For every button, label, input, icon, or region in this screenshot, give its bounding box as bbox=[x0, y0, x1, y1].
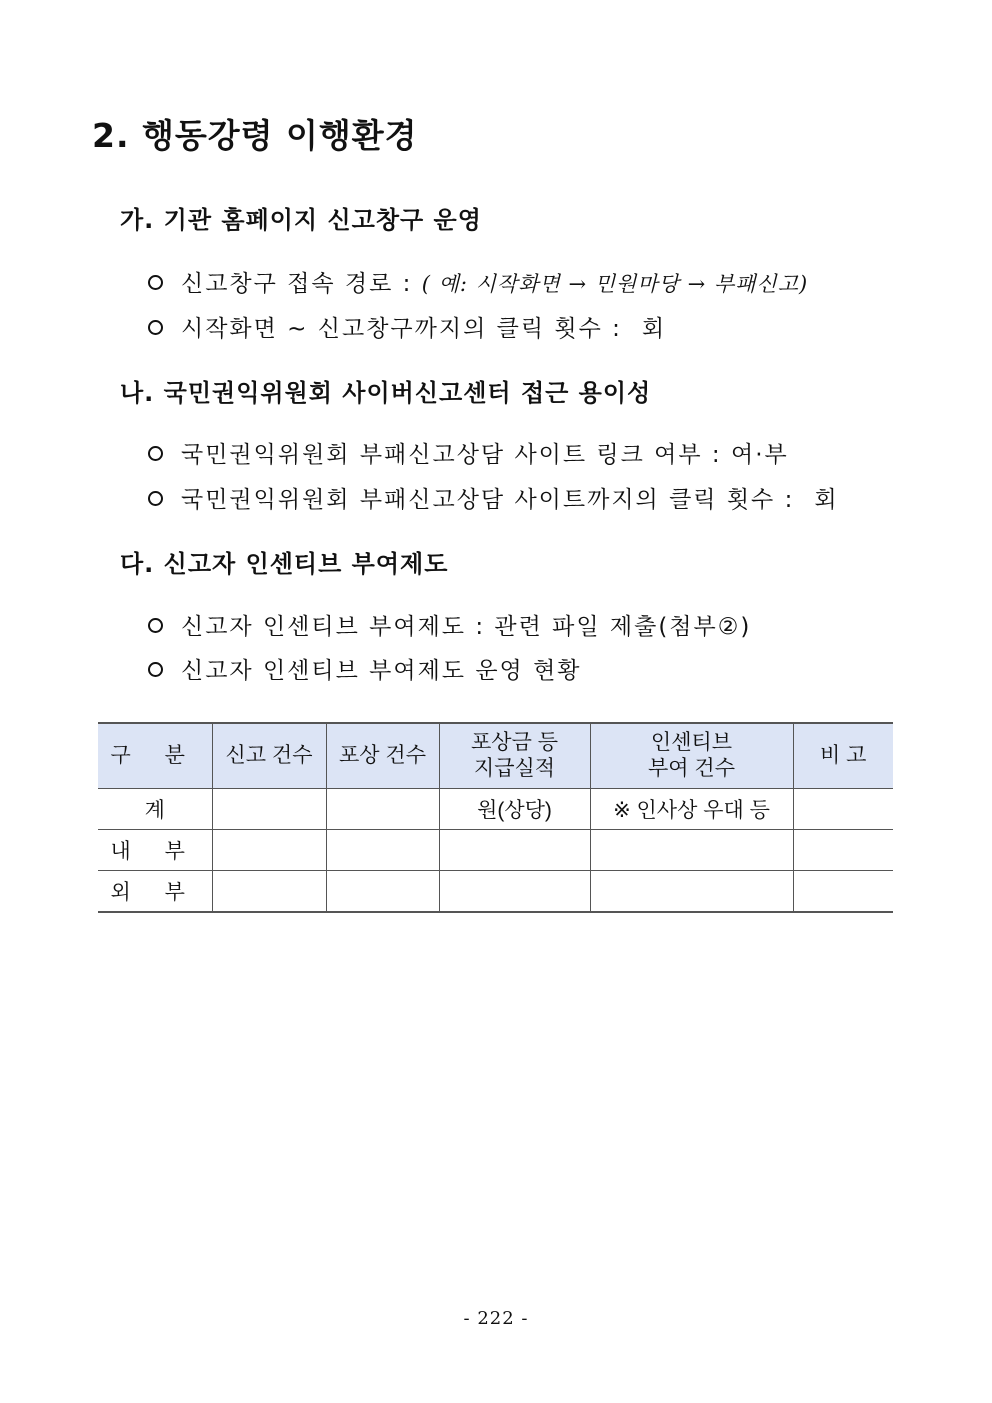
cell-category: 계 bbox=[98, 789, 212, 830]
bullet-example-path: ( 예: 시작화면 → 민원마당 → 부패신고) bbox=[421, 272, 809, 296]
cell-incentive-count: ※ 인사상 우대 등 bbox=[590, 789, 793, 830]
header-reward-count: 포상 건수 bbox=[326, 723, 439, 789]
cell-reward-count bbox=[326, 871, 439, 913]
bullet-link-status bbox=[148, 436, 789, 469]
header-report-count: 신고 건수 bbox=[212, 723, 326, 789]
cell-remarks bbox=[793, 830, 893, 871]
page-number: - 222 - bbox=[463, 1308, 529, 1329]
page-title: 2. 행동강령 이행환경 bbox=[92, 116, 418, 155]
cell-incentive-count bbox=[590, 830, 793, 871]
bullet-text: 시작화면 ~ 신고창구까지의 클릭 횟수 : bbox=[181, 316, 622, 342]
header-incentive-count: 인센티브 부여 건수 bbox=[590, 723, 793, 789]
bullet-unit: 회 bbox=[641, 316, 667, 342]
cell-reward-payment bbox=[439, 830, 590, 871]
incentive-status-table bbox=[98, 722, 893, 913]
cell-remarks bbox=[793, 789, 893, 830]
header-category: 구 분 bbox=[98, 723, 212, 789]
bullet-text: 신고자 인센티브 부여제도 : 관련 파일 제출(첨부②) bbox=[181, 614, 752, 640]
circle-bullet-icon bbox=[148, 491, 163, 506]
cell-reward-payment bbox=[439, 871, 590, 913]
header-reward-payment: 포상금 등 지급실적 bbox=[439, 723, 590, 789]
header-remarks: 비 고 bbox=[793, 723, 893, 789]
bullet-incentive-status bbox=[148, 652, 582, 685]
circle-bullet-icon bbox=[148, 662, 163, 677]
circle-bullet-icon bbox=[148, 618, 163, 633]
circle-bullet-icon bbox=[148, 446, 163, 461]
circle-bullet-icon bbox=[148, 320, 163, 335]
table-header-row bbox=[98, 723, 893, 789]
table-row bbox=[98, 871, 893, 913]
cell-category: 내 부 bbox=[98, 830, 212, 871]
table-row bbox=[98, 830, 893, 871]
circle-bullet-icon bbox=[148, 275, 163, 290]
cell-reward-count bbox=[326, 830, 439, 871]
cell-category: 외 부 bbox=[98, 871, 212, 913]
section-heading-incentive: 다. 신고자 인센티브 부여제도 bbox=[120, 550, 449, 578]
section-heading-homepage: 가. 기관 홈페이지 신고창구 운영 bbox=[120, 206, 482, 234]
cell-report-count bbox=[212, 789, 326, 830]
bullet-text: 국민권익위원회 부패신고상담 사이트 링크 여부 : 여·부 bbox=[181, 442, 789, 468]
bullet-text: 국민권익위원회 부패신고상담 사이트까지의 클릭 횟수 : bbox=[181, 487, 795, 513]
table-row bbox=[98, 789, 893, 830]
bullet-incentive-file bbox=[148, 608, 751, 641]
bullet-report-path bbox=[148, 265, 808, 298]
cell-report-count bbox=[212, 871, 326, 913]
bullet-text: 신고창구 접속 경로 : bbox=[181, 271, 422, 297]
cell-report-count bbox=[212, 830, 326, 871]
bullet-acrc-click-count bbox=[148, 481, 839, 514]
cell-reward-payment: 원(상당) bbox=[439, 789, 590, 830]
bullet-text: 신고자 인센티브 부여제도 운영 현황 bbox=[181, 658, 582, 684]
cell-incentive-count bbox=[590, 871, 793, 913]
cell-reward-count bbox=[326, 789, 439, 830]
bullet-unit: 회 bbox=[814, 487, 839, 513]
bullet-click-count bbox=[148, 310, 666, 343]
section-heading-acrc: 나. 국민권익위원회 사이버신고센터 접근 용이성 bbox=[120, 379, 652, 407]
cell-remarks bbox=[793, 871, 893, 913]
